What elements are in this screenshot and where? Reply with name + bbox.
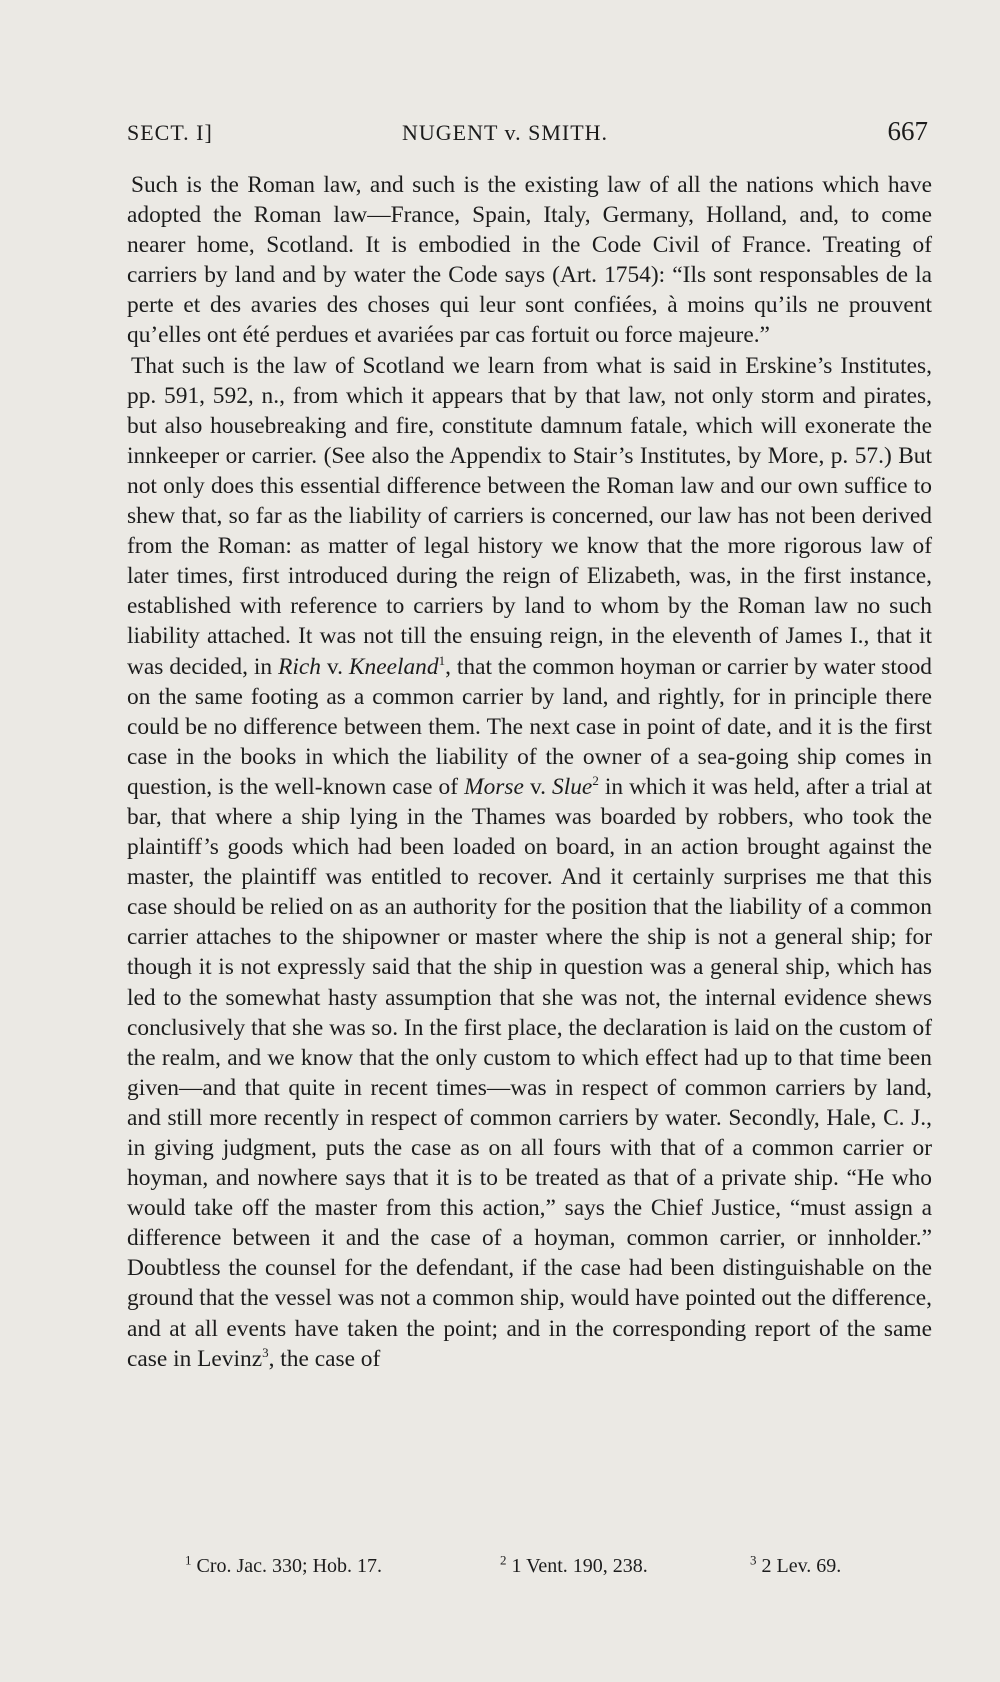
case-name-slue: Slue: [552, 773, 593, 800]
running-header: [127, 112, 928, 152]
footnote-3: [750, 1552, 842, 1578]
paragraph-2-part-4: , the case of: [268, 1345, 381, 1372]
footnote-text: 2 Lev. 69.: [756, 1555, 842, 1577]
footnote-text: Cro. Jac. 330; Hob. 17.: [191, 1555, 383, 1577]
footnote-mark: 1: [185, 1552, 192, 1568]
footnote-2: [500, 1552, 648, 1578]
case-title: NUGENT v. SMITH.: [402, 120, 609, 145]
section-label: SECT. I]: [127, 120, 213, 145]
paragraph-2: [127, 351, 932, 1374]
paragraph-2-part-1: That such is the law of Scotland we learn from what is said in Erskine’s Institutes, pp. 591, 592, n., from which it appears that by that law, not only storm and pirates, but also housebreaking and fire, constitute damnum fatale, which will exonerate the innkeeper or carrier. (See also the Appendix to Stair’s Institutes, by More, p. 57.) But not only does this essential difference between the Roman law and our own suffice to shew that, so far as the liability of carriers is concerned, our law has not been derived from the Roman: as matter of legal history we know that the more rigorous law of later times, first introduced during the reign of Elizabeth, was, in the first instance, established with reference to carriers by land to whom by the Roman law no such liability attached. It was not till the ensuing reign, in the eleventh of James I., that it was decided, in: [127, 352, 932, 680]
versus: v.: [326, 653, 343, 680]
paragraph-1: Such is the Roman law, and such is the existing law of all the nations which have adopted the Roman law—France, Spain, Italy, Germany, Holland, and, to come nearer home, Scotland. It is embodied in the Code Civil of France. Treating of carriers by land and by water the Code says (Art. 1754): “Ils sont responsables de la perte et des avaries des choses qui leur sont confiées, à moins qu’ils ne prouvent qu’elles ont été perdues et avariées par cas fortuit ou force majeure.”: [127, 172, 932, 349]
case-name-kneeland: Kneeland: [348, 653, 439, 680]
footnote-mark: 2: [500, 1552, 507, 1568]
main-text: [127, 170, 932, 1374]
paragraph-2-part-3: in which it was held, after a trial at bar, that where a ship lying in the Thames was boarded by robbers, who took the plaintiff’s goods which had been loaded on board, in an action brought against the master, the plaintiff was entitled to recover. And it certainly surprises me that this case should be relied on as an authority for the position that the liability of a common carrier attaches to the shipowner or master where the ship is not a general ship; for though it is not expressly said that the ship in question was a general ship, which has led to the somewhat hasty assumption that she was not, the internal evidence shews conclusively that she was so. In the first place, the declaration is laid on the custom of the realm, and we know that the only custom to which effect had up to that time been given—and that quite in recent times—was in respect of common carriers by land, and still more recently in respect of common carriers by water. Secondly, Hale, C. J., in giving judgment, puts the case as on all fours with that of a common carrier or hoyman, and nowhere says that it is to be treated as that of a private ship. “He who would take off the master from this action,” says the Chief Justice, “must assign a difference between it and the case of a hoyman, common carrier, or innholder.” Doubtless the counsel for the defendant, if the case had been distinguishable on the ground that the vessel was not a common ship, would have pointed out the difference, and at all events have taken the point; and in the corresponding report of the same case in Levinz: [127, 773, 932, 1372]
versus: v.: [529, 773, 546, 800]
footnote-text: 1 Vent. 190, 238.: [506, 1555, 648, 1577]
case-name-rich: Rich: [278, 653, 321, 680]
footnote-1: [185, 1552, 383, 1578]
footnote-ref-1: 1: [438, 652, 446, 668]
case-name-morse: Morse: [464, 773, 524, 800]
footnote-ref-2: 2: [592, 773, 599, 789]
paragraph-2-part-2: , that the common hoyman or carrier by water stood on the same footing as a common carrier by land, and rightly, for in principle there could be no difference between them. The next case in point of date, and it is the first case in the books in which the liability of the owner of a sea-going ship comes in question, is the well-known case of: [127, 653, 932, 800]
footnote-mark: 3: [750, 1552, 757, 1568]
page-number: 667: [887, 116, 928, 146]
footnote-ref-3: 3: [262, 1344, 269, 1360]
